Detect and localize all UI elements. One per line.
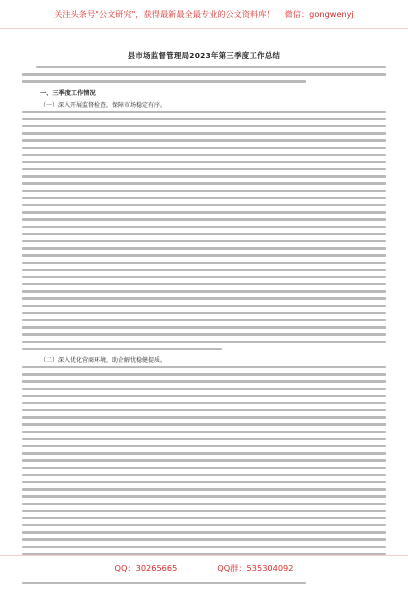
text-line [22,305,386,307]
text-line [22,452,386,454]
top-banner [0,0,408,29]
banner-wechat-text: 微信：gongwenyj [284,8,354,19]
text-line [22,388,386,390]
text-line [22,262,386,264]
text-line [22,161,386,163]
text-line [22,254,386,256]
text-line [22,503,386,505]
text-line [22,240,386,242]
text-line [22,546,386,548]
subsection-heading: （二）深入优化营商环境，助企解忧稳健提质。 [40,356,167,364]
paragraph-1 [22,111,386,351]
text-line [22,154,386,156]
text-line [22,197,386,199]
text-line [22,366,386,368]
text-line [22,431,386,433]
text-line [22,175,386,177]
text-line [22,80,306,82]
text-line [22,290,386,292]
text-line [22,132,386,134]
text-line [22,416,386,418]
text-line [22,423,386,425]
text-line [22,333,386,335]
text-line [22,474,386,476]
text-line [22,125,386,127]
text-line [22,481,386,483]
footer-qq-text: QQ：30265665 [114,562,178,573]
text-line [22,269,386,271]
text-line [22,510,386,512]
text-line [22,495,386,497]
text-line [22,247,386,249]
text-line [22,438,386,440]
text-line [22,341,386,343]
bottom-banner [0,555,408,580]
text-line [22,326,386,328]
text-line [22,380,386,382]
subsection-heading: （一）深入开展监督检查，保障市场稳定有序。 [40,101,167,109]
text-line [22,373,386,375]
text-line [22,459,386,461]
text-line [22,582,306,584]
text-line [22,211,386,213]
text-line [22,233,386,235]
text-line [22,348,222,350]
text-line [22,531,386,533]
text-line [36,66,386,68]
text-line [22,488,386,490]
text-line [22,147,386,149]
text-line [22,118,386,120]
text-line [22,524,386,526]
document-title: 县市场监督管理局2023年第三季度工作总结 [127,51,281,60]
text-line [22,517,386,519]
text-line [22,139,386,141]
text-line [22,402,386,404]
text-line [22,467,386,469]
text-line [22,226,386,228]
text-line [22,319,386,321]
text-line [22,445,386,447]
document-body [22,50,386,589]
footer-qq-group-text: QQ群：535304092 [217,562,294,573]
text-line [22,111,386,113]
text-line [22,538,386,540]
paragraph-2 [22,366,386,584]
intro-paragraph [22,66,386,83]
text-line [22,218,386,220]
text-line [22,73,386,75]
text-line [22,312,386,314]
text-line [22,204,386,206]
text-line [22,182,386,184]
text-line [22,283,386,285]
banner-promo-text: 关注头条号"公文研究"，获得最新最全最专业的公文资料库！ [54,8,275,19]
text-line [22,297,386,299]
section-heading: 一、三季度工作情况 [40,89,96,97]
text-line [22,409,386,411]
text-line [22,168,386,170]
text-line [22,276,386,278]
text-line [22,395,386,397]
text-line [22,190,386,192]
